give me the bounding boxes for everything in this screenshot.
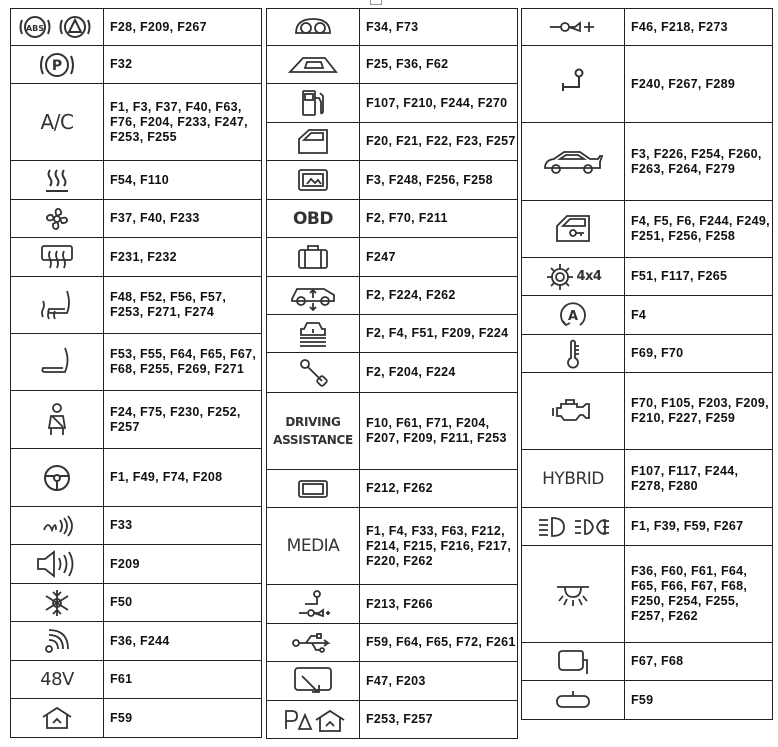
table-row — [522, 450, 773, 508]
media-label: MEDIA — [286, 536, 340, 556]
table-row — [522, 123, 773, 201]
touchpad-icon — [267, 662, 360, 701]
table-row — [11, 661, 262, 699]
table-row — [267, 46, 518, 84]
auto-start-stop-icon — [522, 296, 625, 335]
instrument-cluster-icon — [267, 9, 360, 46]
4x4-label: 4x4 — [576, 269, 602, 284]
fuse-list: F61 — [104, 661, 262, 699]
table-row — [522, 296, 773, 335]
table-row — [267, 470, 518, 508]
table-row — [267, 624, 518, 662]
abs-brake-warning-icon — [11, 9, 104, 46]
table-row — [267, 123, 518, 161]
sunroof-icon — [267, 46, 360, 84]
table-row — [522, 643, 773, 681]
table-row — [522, 258, 773, 296]
fuse-list: F4 — [625, 296, 773, 335]
car-suspension-icon — [267, 277, 360, 315]
fuse-list: F1, F4, F33, F63, F212, F214, F215, F216, F217, F220, F262 — [360, 508, 518, 585]
door-icon — [267, 123, 360, 161]
rearview-mirror-icon — [522, 681, 625, 720]
table-row — [11, 699, 262, 738]
table-row — [267, 393, 518, 470]
fuse-list: F25, F36, F62 — [360, 46, 518, 84]
fuse-list: F67, F68 — [625, 643, 773, 681]
fuse-list: F48, F52, F56, F57, F253, F271, F274 — [104, 277, 262, 334]
interior-light-icon — [522, 546, 625, 643]
48v-icon — [11, 661, 104, 699]
door-lock-icon — [522, 201, 625, 258]
fuse-list: F59 — [625, 681, 773, 720]
garage-icon — [11, 699, 104, 738]
fuse-list: F70, F105, F203, F209, F210, F227, F259 — [625, 373, 773, 450]
tow-hitch-icon — [267, 585, 360, 624]
thermometer-icon — [522, 335, 625, 373]
fuel-pump-icon — [267, 84, 360, 123]
fuse-list: F54, F110 — [104, 161, 262, 200]
table-row — [11, 200, 262, 238]
speaker-icon — [11, 545, 104, 584]
fuse-list: F36, F60, F61, F64, F65, F66, F67, F68, F250, F254, F255, F257, F262 — [625, 546, 773, 643]
fuse-table-column-3 — [521, 8, 773, 720]
48v-label: 48V — [40, 669, 74, 690]
table-row — [267, 161, 518, 200]
fuse-list: F107, F117, F244, F278, F280 — [625, 450, 773, 508]
table-row — [267, 238, 518, 277]
ac-label: A/C — [40, 110, 74, 134]
fuse-list: F47, F203 — [360, 662, 518, 701]
obd-label: OBD — [292, 208, 334, 229]
car-lift-icon — [267, 315, 360, 353]
table-row — [522, 681, 773, 720]
seatbelt-icon — [11, 391, 104, 449]
hybrid-label: HYBRID — [542, 468, 604, 489]
tow-bar-icon — [522, 46, 625, 123]
fuse-list: F240, F267, F289 — [625, 46, 773, 123]
fuse-list: F46, F218, F273 — [625, 9, 773, 46]
fuse-list: F2, F224, F262 — [360, 277, 518, 315]
fuse-list: F253, F257 — [360, 701, 518, 739]
table-row — [522, 201, 773, 258]
driving-assistance-icon — [267, 393, 360, 470]
table-row — [11, 449, 262, 507]
table-row — [522, 508, 773, 546]
fuse-list: F209 — [104, 545, 262, 584]
sport-car-icon — [522, 123, 625, 201]
fuse-list: F33 — [104, 507, 262, 545]
steering-wheel-icon — [11, 449, 104, 507]
table-row — [11, 238, 262, 277]
table-row — [11, 46, 262, 84]
table-row — [522, 335, 773, 373]
fuse-list: F1, F39, F59, F267 — [625, 508, 773, 546]
parking-assist-icon — [267, 701, 360, 739]
heated-rear-window-icon — [11, 238, 104, 277]
table-row — [11, 161, 262, 200]
fuse-list: F3, F226, F254, F260, F263, F264, F279 — [625, 123, 773, 201]
fuse-list: F247 — [360, 238, 518, 277]
table-row — [11, 507, 262, 545]
table-row — [267, 277, 518, 315]
fuse-list: F212, F262 — [360, 470, 518, 508]
table-row — [11, 622, 262, 661]
seat-icon — [11, 334, 104, 391]
table-row — [522, 373, 773, 450]
fuse-list: F2, F70, F211 — [360, 200, 518, 238]
fuse-list: F2, F204, F224 — [360, 353, 518, 393]
fuse-list: F28, F209, F267 — [104, 9, 262, 46]
gear-4x4-icon — [522, 258, 625, 296]
table-row — [267, 508, 518, 585]
table-row — [11, 277, 262, 334]
fuse-table-column-2 — [266, 8, 518, 739]
fuse-list: F3, F248, F256, F258 — [360, 161, 518, 200]
fuse-list: F32 — [104, 46, 262, 84]
hybrid-icon — [522, 450, 625, 508]
table-row — [267, 701, 518, 739]
top-tab-mark — [370, 0, 382, 5]
fuse-list: F1, F49, F74, F208 — [104, 449, 262, 507]
table-row — [11, 9, 262, 46]
svg-text:A: A — [567, 309, 579, 324]
fuse-list: F2, F4, F51, F209, F224 — [360, 315, 518, 353]
fuse-table-column-1 — [10, 8, 262, 738]
rear-defrost-icon — [11, 161, 104, 200]
nfc-icon — [11, 507, 104, 545]
table-row — [267, 353, 518, 393]
table-row — [11, 391, 262, 449]
fuse-list: F53, F55, F64, F65, F67, F68, F255, F269, F271 — [104, 334, 262, 391]
screen-frame-icon — [267, 470, 360, 508]
wireless-icon — [11, 622, 104, 661]
engine-icon — [522, 373, 625, 450]
fuse-list: F4, F5, F6, F244, F249, F251, F256, F258 — [625, 201, 773, 258]
fuse-list: F1, F3, F37, F40, F63, F76, F204, F233, F247, F253, F255 — [104, 84, 262, 161]
table-row — [267, 9, 518, 46]
side-mirror-icon — [522, 643, 625, 681]
table-row — [11, 84, 262, 161]
fuse-list: F51, F117, F265 — [625, 258, 773, 296]
table-row — [11, 545, 262, 584]
fuse-list: F24, F75, F230, F252, F257 — [104, 391, 262, 449]
fuse-list: F231, F232 — [104, 238, 262, 277]
fuse-list: F59, F64, F65, F72, F261 — [360, 624, 518, 662]
table-row — [522, 9, 773, 46]
fuse-list: F37, F40, F233 — [104, 200, 262, 238]
ac-icon — [11, 84, 104, 161]
fuse-list: F59 — [104, 699, 262, 738]
table-row — [267, 84, 518, 123]
table-row — [522, 46, 773, 123]
table-row — [11, 334, 262, 391]
luggage-icon — [267, 238, 360, 277]
driving-label: DRIVING — [285, 415, 341, 429]
tool-icon — [267, 353, 360, 393]
fuse-list: F34, F73 — [360, 9, 518, 46]
table-row — [267, 200, 518, 238]
snowflake-icon — [11, 584, 104, 622]
fan-icon — [11, 200, 104, 238]
trailer-plug-icon — [522, 9, 625, 46]
svg-text:ABS: ABS — [25, 24, 45, 33]
seat-heater-icon — [11, 277, 104, 334]
fuse-list: F50 — [104, 584, 262, 622]
headlight-icon — [522, 508, 625, 546]
media-icon — [267, 508, 360, 585]
table-row — [267, 662, 518, 701]
fuse-list: F107, F210, F244, F270 — [360, 84, 518, 123]
fuse-list: F213, F266 — [360, 585, 518, 624]
usb-icon — [267, 624, 360, 662]
table-row — [11, 584, 262, 622]
fuse-list: F10, F61, F71, F204, F207, F209, F211, F253 — [360, 393, 518, 470]
svg-text:P: P — [51, 57, 63, 74]
fuse-list: F69, F70 — [625, 335, 773, 373]
parking-brake-icon — [11, 46, 104, 84]
obd-icon — [267, 200, 360, 238]
fuse-list: F20, F21, F22, F23, F257 — [360, 123, 518, 161]
assistance-label: ASSISTANCE — [273, 433, 353, 447]
table-row — [267, 315, 518, 353]
display-screen-icon — [267, 161, 360, 200]
fuse-list: F36, F244 — [104, 622, 262, 661]
table-row — [267, 585, 518, 624]
table-row — [522, 546, 773, 643]
